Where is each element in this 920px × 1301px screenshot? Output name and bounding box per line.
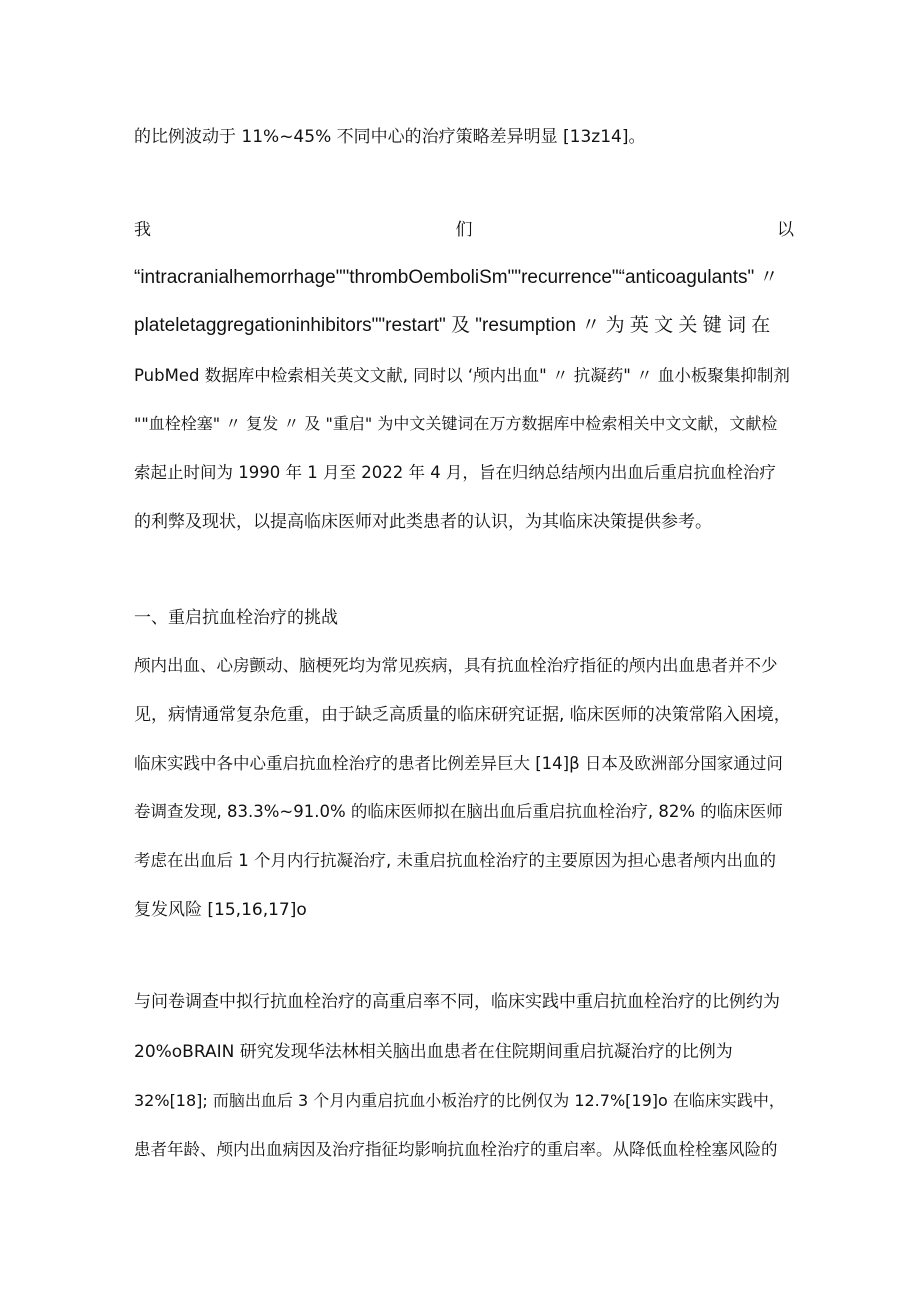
paragraph-2-line-4: PubMed 数据库中检索相关英文文献, 同时以 ‘颅内出血" 〃 抗凝药" 〃 血小板聚集抑制剂 bbox=[134, 366, 790, 385]
paragraph-3-line-2: 见，病情通常复杂危重，由于缺乏高质量的临床研究证据, 临床医师的决策常陷入困境， bbox=[134, 705, 791, 725]
paragraph-2-line-2: “intracranialhemorrhage""thrombOemboliSm""recurrence"“anticoagulants" 〃 bbox=[134, 267, 779, 288]
paragraph-3-line-5: 考虑在出血后 1 个月内行抗凝治疗, 未重启抗血栓治疗的主要原因为担心患者颅内出血的 bbox=[134, 851, 776, 870]
paragraph-3-line-6: 复发风险 [15,16,17]o bbox=[134, 900, 307, 920]
paragraph-3-line-4: 卷调查发现, 83.3%~91.0% 的临床医师拟在脑出血后重启抗血栓治疗, 82% 的临床医师 bbox=[134, 802, 783, 821]
paragraph-4-line-3: 32%[18]; 而脑出血后 3 个月内重启抗血小板治疗的比例仅为 12.7%[19]o 在临床实践中， bbox=[134, 1091, 785, 1110]
paragraph-3-line-3: 临床实践中各中心重启抗血栓治疗的患者比例差异巨大 [14]β 日本及欧洲部分国家通过问 bbox=[134, 754, 783, 773]
paragraph-2-line-7: 的利弊及现状，以提高临床医师对此类患者的认识，为其临床决策提供参考。 bbox=[134, 512, 712, 532]
paragraph-1-line-1: 的比例波动于 11%~45% 不同中心的治疗策略差异明显 [13z14]。 bbox=[134, 127, 646, 147]
paragraph-2-line-5: ""血栓栓塞" 〃 复发 〃 及 "重启" 为中文关键词在万方数据库中检索相关中文文献，文献检 bbox=[134, 414, 778, 433]
paragraph-4-line-4: 患者年龄、颅内出血病因及治疗指征均影响抗血栓治疗的重启率。从降低血栓栓塞风险的 bbox=[134, 1140, 778, 1159]
word-1: 我 bbox=[134, 220, 151, 240]
paragraph-2-line-3: plateletaggregationinhibitors""restart" 及 "resumption 〃 为 英 文 关 键 词 在 bbox=[134, 315, 771, 336]
paragraph-4-line-1: 与问卷调查中拟行抗血栓治疗的高重启率不同，临床实践中重启抗血栓治疗的比例约为 bbox=[134, 992, 780, 1012]
paragraph-2-line-6: 索起止时间为 1990 年 1 月至 2022 年 4 月，旨在归纳总结颅内出血后重启抗血栓治疗 bbox=[134, 463, 776, 482]
paragraph-4-line-2: 20%oBRAIN 研究发现华法林相关脑出血患者在住院期间重启抗凝治疗的比例为 bbox=[134, 1042, 733, 1062]
paragraph-2-line-1 bbox=[134, 216, 794, 244]
section-heading: 一、重启抗血栓治疗的挑战 bbox=[134, 608, 338, 628]
paragraph-3-line-1: 颅内出血、心房颤动、脑梗死均为常见疾病，具有抗血栓治疗指征的颅内出血患者并不少 bbox=[134, 656, 778, 675]
word-2: 们 bbox=[455, 220, 473, 240]
word-3: 以 bbox=[777, 220, 794, 240]
